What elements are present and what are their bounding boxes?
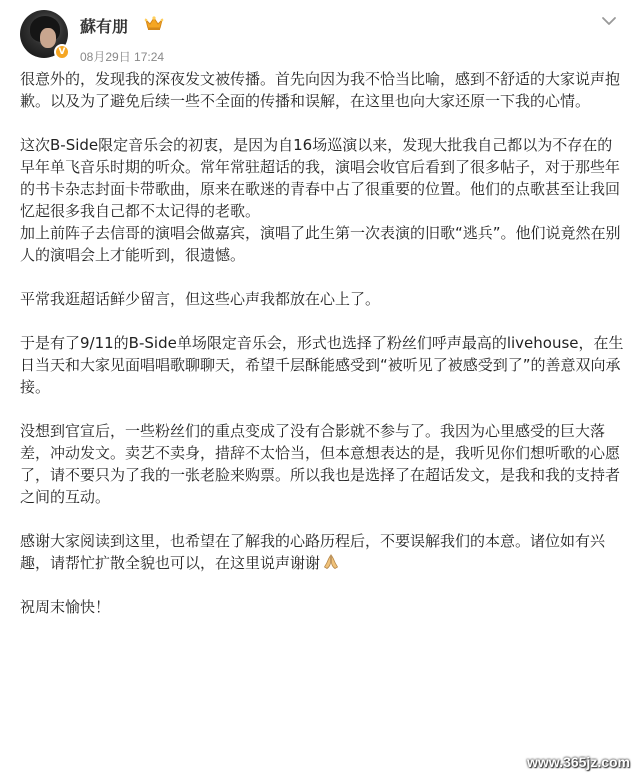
post-header	[20, 10, 620, 66]
post-body	[20, 68, 624, 618]
verified-badge-icon: V	[54, 44, 70, 60]
post-paragraph: 很意外的，发现我的深夜发文被传播。首先向因为我不恰当比喻，感到不舒适的大家说声抱歉。以及为了避免后续一些不全面的传播和误解，在这里也向大家还原一下我的心情。	[20, 70, 621, 110]
post-paragraph: 这次B-Side限定音乐会的初衷，是因为自16场巡演以来，发现大批我自己都以为不存在的早年单飞音乐时期的听众。常年常驻超话的我，演唱会收官后看到了很多帖子，对于那些年的书卡杂志封面卡带歌曲，原来在歌迷的青春中占了很重要的位置。他们的点歌甚至让我回忆起很多我自己都不太记得的老歌。	[20, 136, 621, 220]
avatar[interactable]	[20, 10, 68, 58]
post-paragraph-thanks	[20, 530, 624, 574]
site-watermark: www.365jz.com	[527, 754, 630, 770]
chevron-down-icon[interactable]	[600, 14, 618, 28]
post-paragraph: 平常我逛超话鲜少留言，但这些心声我都放在心上了。	[20, 290, 381, 308]
post-paragraph: 没想到官宣后，一些粉丝们的重点变成了没有合影就不参与了。我因为心里感受的巨大落差，冲动发文。卖艺不卖身，措辞不太恰当，但本意想表达的是，我听见你们想听歌的心愿了，请不要只为了我的一张老脸来购票。所以我也是选择了在超话发文，是我和我的支持者之间的互动。	[20, 422, 621, 506]
praying-hands-icon	[323, 554, 339, 570]
post-paragraph: 祝周末愉快！	[20, 598, 111, 616]
post-timestamp[interactable]: 08月29日 17:24	[80, 50, 165, 64]
post-paragraph-text: 感谢大家阅读到这里，也希望在了解我的心路历程后，不要误解我们的本意。诸位如有兴趣，请帮忙扩散全貌也可以，在这里说声谢谢	[20, 532, 606, 572]
crown-icon[interactable]	[144, 15, 164, 31]
post-paragraph: 加上前阵子去信哥的演唱会做嘉宾，演唱了此生第一次表演的旧歌“逃兵”。他们说竟然在别人的演唱会上才能听到，很遗憾。	[20, 224, 621, 264]
post-paragraph: 于是有了9/11的B-Side单场限定音乐会，形式也选择了粉丝们呼声最高的livehouse，在生日当天和大家见面唱唱歌聊聊天，希望千层酥能感受到“被听见了被感受到了”的善意双向承接。	[20, 334, 624, 396]
avatar-face	[40, 28, 56, 48]
username[interactable]: 蘇有朋	[80, 17, 129, 36]
